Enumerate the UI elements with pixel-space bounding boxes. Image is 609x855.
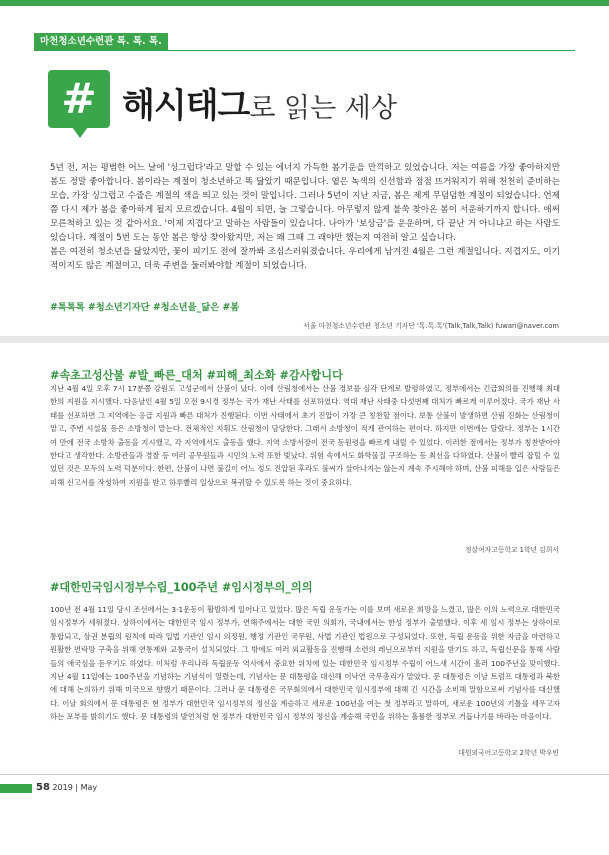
section2-byline: 대원외국어고등학교 2학년 박우빈 xyxy=(458,749,559,757)
footer xyxy=(36,782,97,793)
section2-title: #대한민국임시정부수립_100주년 #임시정부의_의의 xyxy=(50,581,313,594)
section1-title: #속초고성산불 #발_빠른_대처 #피해_최소화 #감사합니다 xyxy=(50,369,343,382)
hashtag-speech-bubble-icon xyxy=(48,70,110,128)
intro-article xyxy=(50,161,560,273)
title-light: 로 읽는 세상 xyxy=(249,93,397,124)
intro-hashtags: #톡톡톡 #청소년기자단 #청소년을_닮은 #봄 xyxy=(50,302,240,313)
footer-issue: 2019 | May xyxy=(52,783,98,792)
intro-byline: 서울 마천청소년수련관 청소년 기자단 '톡.톡.톡'(Talk,Talk,Talk) fuwari@naver.com xyxy=(303,322,559,330)
section1-byline: 정살여자고등학교 1학년 김희서 xyxy=(464,546,559,554)
header-label: 마천청소년수련관 톡. 톡. 톡. xyxy=(34,33,168,50)
header-rule xyxy=(34,50,575,51)
page-title xyxy=(122,78,397,127)
hash-glyph: # xyxy=(61,74,97,123)
footer-accent-bar xyxy=(0,784,32,793)
section-divider xyxy=(0,336,609,343)
intro-paragraph: 봄은 여전히 청소년을 닮았지만, 꽃이 피기도 전에 잘까봐 조심스러워졌습니다. 우리에게 남겨진 4월은 그런 계절입니다. 지겹지도, 이기적이지도 않은 계절이고, 더욱 주변을 둘러봐야할 계절이 되었습니다. xyxy=(50,247,560,271)
section1-body: 지난 4월 4일 오후 7시 17분쯤 강원도 고성군에서 산불이 났다. 이에 산림청에서는 산불 경보를 심각 단계로 발령하였고, 정부에서는 긴급회의를 진행해 최대한의 지원을 지시했다. 다음날인 4월 5일 오전 9시경 정부는 국가 재난 사태를 선포하였다. 역대 재난 사태중 다섯번째 대처가 빠르게 이루어졌다. 국가 재난 사태를 선포하면 그 지역에는 응급 지원과 빠른 대처가 진행된다. 이번 사태에서 초기 진압이 가장 큰 칭찬할 점이다. 보통 산불이 발생하면 산림 진화는 산림청이 맡고, 주변 시설물 등은 소방청이 맡는다. 전체적인 지휘도 산림청이 담당한다. 그래서 소방청이 적게 관여하는 편이다. 하지만 이번에는 달랐다. 정부는 1시간여 만에 전국 소방차 출동을 지시했고, 각 지역에서도 출동을 했다. 지역 소방서장이 전국 동원령을 빠르게 내릴 수 있었다. 이러한 점에서는 정부가 칭찬받아야 한다고 생각한다. 소방관들과 경찰 등 여러 공무원들과 시민의 노력 또한 빛났다. 위험 속에서도 화학물질 구조하는 등 최선을 다하였다. 산불이 빨리 잡힐 수 있었던 것은 모두의 노력 덕분이다. 한편, 산불이 나면 불길이 어느 정도 진압된 후라도 불씨가 살아나지는 않는지 계속 주시해야 하며, 산불 피해를 입은 사람들은 피해 신고서를 작성하여 지원을 받고 하루빨리 일상으로 복귀할 수 있도록 하는 것이 중요하다. xyxy=(50,384,560,487)
footer-rule xyxy=(0,774,609,775)
title-strong: 해시태그 xyxy=(122,86,250,126)
intro-paragraph: 5년 전, 저는 평범한 어느 날에 '싱그럽다'라고 말할 수 있는 에너지 가득한 봄기운을 만끽하고 있었습니다. 저는 여름을 가장 좋아하지만 봄도 정말 좋아합니다. 봄이라는 계절이 청소년하고 똑 닮았기 때문입니다. 옅은 녹색의 신선함과 점점 뜨거워지기 위해 천천히 준비하는 모습, 가장 싱그럽고 수줍은 계절의 색을 띄고 있는 것이 말입니다. 그러나 5년이 지난 지금, 봄은 제게 무덤덤한 계절이 되었습니다. 언제쯤 다시 제가 봄을 좋아하게 될지 모르겠습니다. 4월이 되면, 늘 그렇습니다. 아무렇지 않게 불쑥 찾아온 봄이 서운하기까지 합니다. 애써 모른척하고 있는 것 같아서요. '이제 지겹다'고 말하는 사람들이 있습니다. 나아가 '보상금'을 운운하며, 다 끝난 거 아니냐고 하는 사람도 있습니다. 계절이 5번 도는 동안 봄은 항상 찾아왔지만, 저는 왜 그때 그 래야만 했는지 여전히 알고 싶습니다. xyxy=(50,163,560,243)
page-number: 58 xyxy=(36,782,50,793)
section2-body: 100년 전 4월 11일 당시 조선에서는 3·1운동이 활발하게 일어나고 있었다. 많은 독립 운동가는 이를 보며 새로운 희망을 느꼈고, 많은 이의 노력으로 대한민국 임시정부가 세워졌다. 상하이에서는 대한민국 임시 정부가, 연해주에서는 대한 국민 의회가, 국내에서는 한성 정부가 출범했다. 이후 세 임시 정부는 상하이로 통합되고, 삼권 분립의 원칙에 따라 입법 기관인 임시 의정원, 행정 기관인 국무원, 사법 기관인 법원으로 구성되었다. 또한, 독립 운동을 위한 자금을 마련하고 원활한 연락망 구축을 위해 연통제와 교통국이 설치되었다. 그 밖에도 여러 외교활동을 진행해 소련의 레닌으로부터 지원을 받기도 하고, 독립신문을 통해 사람들의 애국심을 돋우기도 하였다. 이처럼 우리나라 독립운동 역사에서 중요한 위치에 있는 대한민국 임시정부 수립이 어느새 시간이 흘러 100주년을 맞이했다. 지난 4월 11일에는 100주년을 기념하는 기념식이 열렸는데, 기념사는 문 대통령을 대신해 이낙연 국무총리가 맡았다. 문 대통령은 이날 트럼프 대통령과 북한에 대해 논의하기 위해 미국으로 향했기 때문이다. 그러나 문 대통령은 국무회의에서 대한민국 임시정부에 대해 긴 시간을 소비해 말함으로써 기념사를 대신했다. 이날 회의에서 문 대통령은 현 정부가 대한민국 임시정부의 정신을 계승하고 새로운 100년을 여는 첫 정부라고 말하며, 새로운 100년의 기틀을 세우고자 하는 포부를 밝히기도 했다. 문 대통령의 발언처럼 현 정부가 대한민국 임시 정부의 정신을 계승해 국민을 위하는 훌륭한 정부로 거듭나기를 바라는 마음이다. xyxy=(50,605,560,722)
top-accent-bar xyxy=(0,0,609,6)
